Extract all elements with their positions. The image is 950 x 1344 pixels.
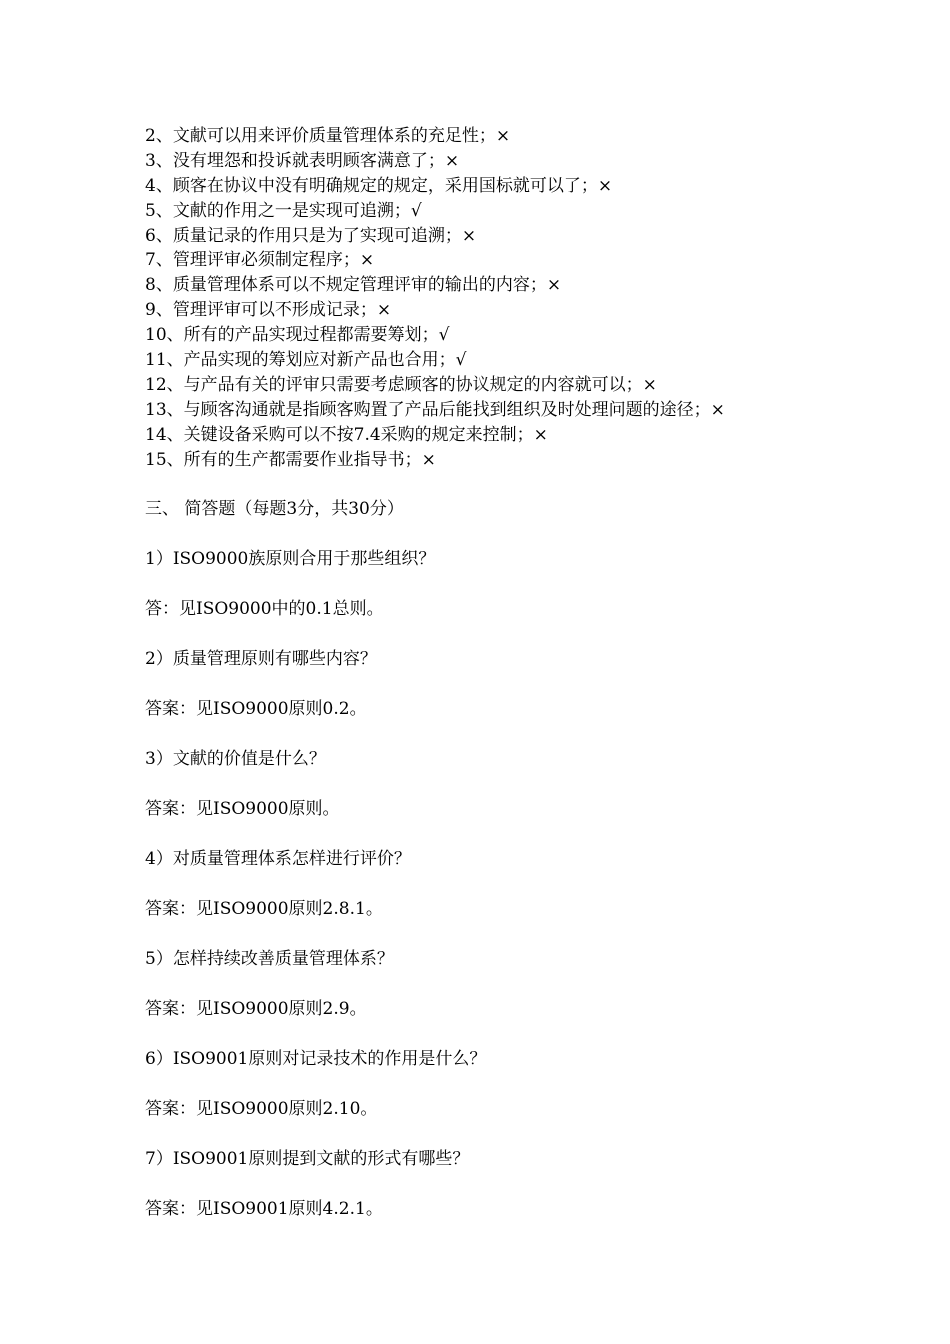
document-page <box>145 124 925 1222</box>
list-item: 7、管理评审必须制定程序；× <box>145 250 375 271</box>
list-item: 5、文献的作用之一是实现可追溯；√ <box>145 200 422 221</box>
list-item: 15、所有的生产都需要作业指导书；× <box>145 449 436 470</box>
list-item: 14、关键设备采购可以不按7.4采购的规定来控制；× <box>145 424 548 445</box>
list-item: 2、文献可以用来评价质量管理体系的充足性；× <box>145 126 511 146</box>
question: 2）质量管理原则有哪些内容？ <box>145 649 377 670</box>
question: 1）ISO9000族原则合用于那些组织？ <box>145 549 436 570</box>
section-heading: 三、 简答题（每题3分，共30分） <box>145 499 404 520</box>
question: 5）怎样持续改善质量管理体系？ <box>145 949 394 970</box>
list-item: 9、管理评审可以不形成记录；× <box>145 300 392 321</box>
list-item: 4、顾客在协议中没有明确规定的规定，采用国标就可以了；× <box>145 175 613 196</box>
answer: 答：见ISO9000中的0.1总则。 <box>145 599 384 620</box>
question: 4）对质量管理体系怎样进行评价？ <box>145 849 411 870</box>
answer: 答案：见ISO9000原则2.8.1。 <box>145 899 383 920</box>
list-item: 3、没有埋怨和投诉就表明顾客满意了；× <box>145 150 460 171</box>
list-item: 10、所有的产品实现过程都需要筹划；√ <box>145 325 450 346</box>
list-item: 12、与产品有关的评审只需要考虑顾客的协议规定的内容就可以；× <box>145 374 657 395</box>
answer: 答案：见ISO9000原则。 <box>145 799 340 820</box>
answer: 答案：见ISO9000原则2.9。 <box>145 999 367 1020</box>
question: 3）文献的价值是什么？ <box>145 749 326 770</box>
list-item: 8、质量管理体系可以不规定管理评审的输出的内容；× <box>145 275 562 296</box>
answer: 答案：见ISO9001原则4.2.1。 <box>145 1199 383 1220</box>
question: 6）ISO9001原则对记录技术的作用是什么？ <box>145 1049 487 1070</box>
answer: 答案：见ISO9000原则2.10。 <box>145 1099 378 1120</box>
list-item: 6、质量记录的作用只是为了实现可追溯；× <box>145 225 477 246</box>
list-item: 13、与顾客沟通就是指顾客购置了产品后能找到组织及时处理问题的途径；× <box>145 399 725 420</box>
question: 7）ISO9001原则提到文献的形式有哪些？ <box>145 1149 470 1170</box>
list-item: 11、产品实现的筹划应对新产品也合用；√ <box>145 350 467 371</box>
short-answer-section <box>145 546 925 1222</box>
true-false-list <box>145 124 925 472</box>
answer: 答案：见ISO9000原则0.2。 <box>145 699 367 720</box>
